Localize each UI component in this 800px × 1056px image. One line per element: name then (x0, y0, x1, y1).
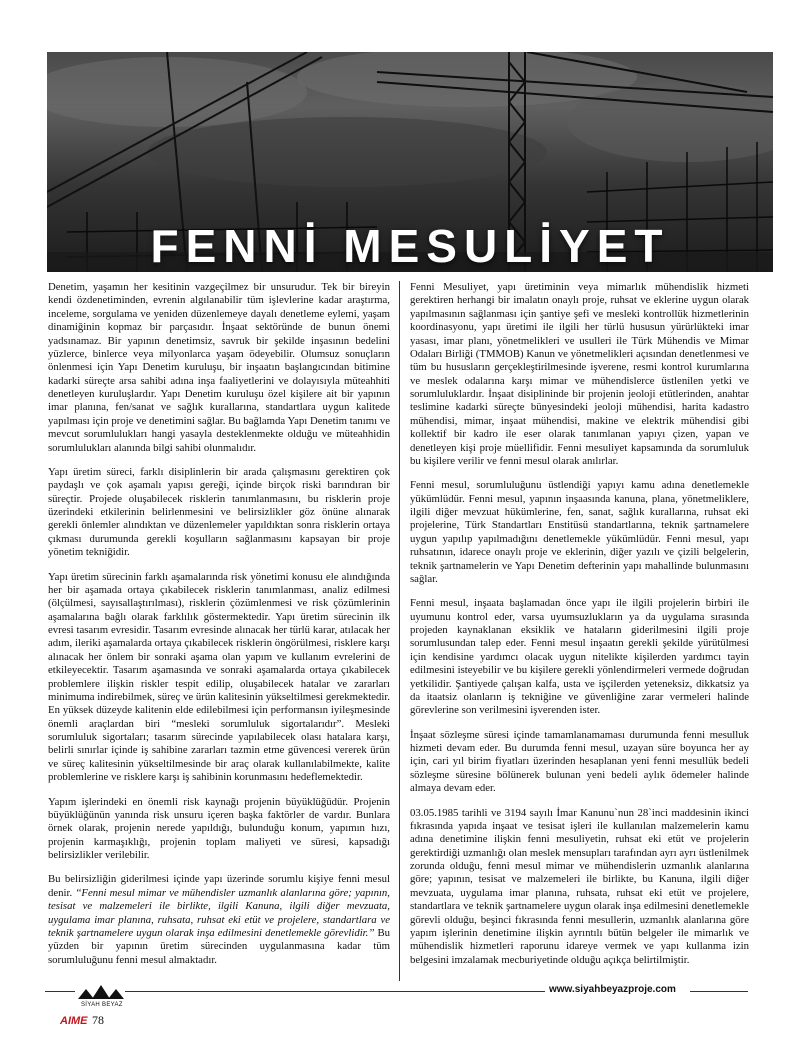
right-paragraph-1: Fenni Mesuliyet, yapı üretiminin veya mimarlık mühendislik hizmeti gerektiren herhangi bir imalatın onaylı proje, ruhsat ve eklerine uygun olarak yapılmasının sağlanması için şantiye şefi ve mesleki kontrollük hizmetlerinin koordinasyonu, yapı üretimi ile ilgili her türlü hususun yürürlükteki imar yasası, imar planı, yönetmelikleri ve usulleri ile Türk Mühendis ve Mimar Odaları Birliği (TMMOB) Kanun ve yönetmelikleri açısından denetlenmesi ve tüm bu hususların gerçekleştirilmesinde işverene, resmi kontrol kurumlarına ve meslek odalarına karşı mimar ve mühendislerce üstlenilen yetki ve sorumluluklardır. İnşaat disiplininde bir projenin jeoloji etütlerinden, anahtar teslimine kadarki süreçte bünyesindeki jeoloji mühendisi, harita kadastro mühendisi, mimar, inşaat mühendisi, makine ve elektrik mühendisi gibi kollektif bir kadro ile eser olarak tanımlanan yapıyı çizen, yapan ve denetleyen kişi proje müellifidir. Fenni mesuliyet kapsamında da sorumluluk bu kişilere verilir ve fenni mesul olarak anılırlar. (410, 281, 749, 467)
footer-rule-right (690, 991, 748, 992)
right-paragraph-2: Fenni mesul, sorumluluğunu üstlendiği yapıyı kamu adına denetlemekle yükümlüdür. Fenni mesul, yapının inşaasında kanuna, plana, yönetmeliklere, ilgili diğer mevzuat hükümlerine, fen, sanat, sağlık kurallarına, ruhsat eki projelerine, Türk Standartları Enstitüsü standartlarına, teknik şartnamelere uygun yapılıp yapılmadığını denetlemekle yükümlüdür. Fenni mesul, yapı ruhsatının, idarece onaylı proje ve eklerinin, diğer yazılı ve çizili belgelerin, teknik şartnamelerin ve Yapı Denetim defterinin yapı mahallinde bulunmasını sağlar. (410, 479, 749, 585)
left-paragraph-2: Yapı üretim süreci, farklı disiplinlerin bir arada çalışmasını gerektiren çok paydaşlı ve çok aşamalı yapısı gereği, içinde birçok riski barındıran bir süreçtir. Projede oluşabilecek risklerin tanımlanmasını, bu risklerin proje üzerindeki etkilerinin belirlenmesini ve belirsizlikler göz önüne alınarak gerekli önlemler alındıktan ve düzenlemeler yapıldıktan sonra risklerin ortaya çıkması durumunda gerekli koşulların sağlanmasını kapsayan bir proje yönetim tekniğidir. (48, 465, 390, 559)
right-column (410, 281, 749, 978)
left-paragraph-5-outro: Bu yüzden bir yapının üretim sürecinden uygulanmasına kadar tüm sorumluluğunu fenni mesul almaktadır. (48, 926, 390, 966)
footer-rule-middle (125, 991, 545, 992)
right-paragraph-4: İnşaat sözleşme süresi içinde tamamlanamaması durumunda fenni mesulluk hizmeti devam eder. Bu durumda fenni mesul, uzayan süre boyunca her ay için, cari yıl birim fiyatları üzerinden hesaplanan yeni fenni mesullük bedeli sözleşme süresine bölünerek bulunan yeni bedeli aylık ödemeler halinde almaya devam eder. (410, 728, 749, 795)
page-title: FENNİ MESULİYET (150, 220, 670, 272)
logo-text: SİYAH BEYAZ (81, 1002, 123, 1008)
page-number: 78 (92, 1013, 104, 1027)
footer-rule-left (45, 991, 75, 992)
hero-banner (47, 52, 773, 272)
left-paragraph-5-intro: Bu belirsizliğin giderilmesi içinde yapı üzerinde sorumlu kişiye fenni mesul denir. (48, 873, 390, 899)
left-paragraph-3: Yapı üretim sürecinin farklı aşamalarında risk yönetimi konusu ele alındığında her bir aşamada ortaya çıkabilecek risklerin tanımlanması, analiz edilmesi (ölçülmesi, sayısallaştırılması), risklerin çözümlenmesi ve risk çözümlerinin aşamalarına bağlı olarak farklılık göstermektedir. Yapı üretim sürecinin ilk evresi tasarım evresidir. Tasarım evresinde alınacak her türlü karar, atılacak her adım, ileriki aşamalarda ortaya çıkabilecek risklerin öngörülmesi, risklere karşı alınacak her önlem bir sonraki aşama olan yapım ve kullanım evrelerini de etkileyecektir. Tasarım aşamasında ve sonraki aşamalarda ortaya çıkabilecek problemlere ilişkin riskler tespit edilip, oluşabilecek hatalar ve zararları minimuma indirebilmek, süreç ve ürün kalitesinin yükseltilmesi gerekmektedir. En yüksek düzeyde kalitenin elde edilebilmesi için performansın iyileşmesinde önemli araçlardan biri “mesleki sorumluluk sigortalarıdır”. Mesleki sorumluluk sigortaları; tasarım sürecinde yapılabilecek olası hatalara karşı, belirli sınırlar içinde iş sahibine zararları tazmin etme güvencesi vererek ürün ve süreç kalitesinin yükseltilmesinde bir araç olarak kullanılabilmekte, kalite problemlerine ve risklere karşı iş sahibinin korunmasını hedeflemektedir. (48, 570, 390, 784)
column-divider (399, 281, 400, 981)
website-link[interactable]: www.siyahbeyazproje.com (549, 984, 676, 995)
left-paragraph-5-quote: ‘‘Fenni mesul mimar ve mühendisler uzmanlık alanlarına göre; yapının, tesisat ve malzemeleri ile birlikte, ilgili Kanuna, ilgili diğer mevzuata, uygulama imar planına, ruhsata, ruhsat eki etüt ve projelere, standartlara ve teknik şartnamelere uygun olarak inşa edilmesini denetlemekle görevlidir.’’ (48, 886, 390, 939)
magazine-logo: AIME (60, 1015, 88, 1027)
left-column (48, 281, 390, 978)
left-paragraph-5 (48, 873, 390, 967)
left-paragraph-4: Yapım işlerindeki en önemli risk kaynağı projenin büyüklüğüdür. Projenin büyüklüğünün yanında risk unsuru içeren başka faktörler de vardır. Bunlara örnek olarak, projenin nerede yapıldığı, bulunduğu konum, yapımın hızı, projenin karmaşıklığı, projenin toplam maliyeti ve süresi, kapsadığı belirsizlikler verilebilir. (48, 795, 390, 861)
right-paragraph-3: Fenni mesul, inşaata başlamadan önce yapı ile ilgili projelerin birbiri ile uyumunu kontrol eder, varsa uyumsuzlukların ya da uygulama sırasında projeden kaynaklanan eksiklik ve hataların giderilmesini ilgili proje sorumlusundan talep eder. Fenni mesul inşaatın gerekli şekilde yürütülmesi için kendisine yardımcı olacak uygun nitelikte kişilerden yardımcı tayin edilmesini isteyebilir ve bu kişilere gerekli yönlendirmeleri vermede doğrudan yetkilidir. Şantiyede çalışan kalfa, usta ve işçilerden yeteneksiz, dikkatsiz ya da itaatsiz olanların iş tekniğine ve güvenliğine zarar vermeleri halinde görevlerine son verilmesini işverenden ister. (410, 597, 749, 717)
left-paragraph-1: Denetim, yaşamın her kesitinin vazgeçilmez bir unsurudur. Tek bir bireyin kendi özdenetiminden, evrenin algılanabilir tüm işlevlerine kadar araştırma, inceleme, sorgulama ve yeniden düzenlemeye dayalı denetleme eylemi, yaşam dinamiğinin kopmaz bir parçasıdır. İnşaat sektöründe de bunun önemi yadsınamaz. Bir yapının denetimsiz, savruk bir şekilde inşasının bedelini yüzlerce, binlerce veya milyonlarca yaşam ödeyebilir. Olumsuz sonuçların önlenmesi için Yapı Denetim kuruluşu, bir inşaatın başlangıcından bitimine kadarki süreçte arsa sahibi adına inşa faaliyetlerini ve dolayısıyla müteahhiti denetleyen kuruluşlardır. Yapı Denetim kuruluşu özel kişilere ait bir yapının imar planına, fen/sanat ve sağlık kurallarına, standartlara uygun kalitede yapılması için proje ve denetimini sağlar. Bu bağlamda Yapı Denetim tanımı ve mevcut sorumlulukları hangi yasayla desteklenmekte olduğu ve müteahhidin sorumlulukları alanında bilgi sahibi olunmalıdır. (48, 281, 390, 454)
right-paragraph-5: 03.05.1985 tarihli ve 3194 sayılı İmar Kanunu`nun 28`inci maddesinin ikinci fıkrasında yapıda inşaat ve tesisat işleri ile kullanılan malzemelerin kamu adına denetimine ilişkin fenni mesuliyetin, ruhsat eki etüt ve projelerin gerektirdiği uzmanlığı olan meslek mensupları tarafından ayrı ayrı üstlenilmek zorunda olduğu, fenni mesul mimar ve mühendislerin uzmanlık alanlarına göre; yapının, tesisat ve malzemeleri ile birlikte, bu Kanuna, ilgili diğer mevzuata, uygulama imar planına, ruhsata, ruhsat eki etüt ve projelere, standartlara ve teknik şartnamelere uygun olarak inşa edilmesini denetlemekle görevli olduğu, beşinci fıkrasında fenni mesullerin, uzmanlık alanlarına göre yapım işlerinin denetimine ilişkin ayrıntılı bütün belgeler ile mimarlık ve mühendislik hizmetleri raporunu idareye vermek ve yapı kullanma izin belgesini imzalamak mecburiyetinde olduğu açıkça belirtilmiştir. (410, 806, 749, 966)
